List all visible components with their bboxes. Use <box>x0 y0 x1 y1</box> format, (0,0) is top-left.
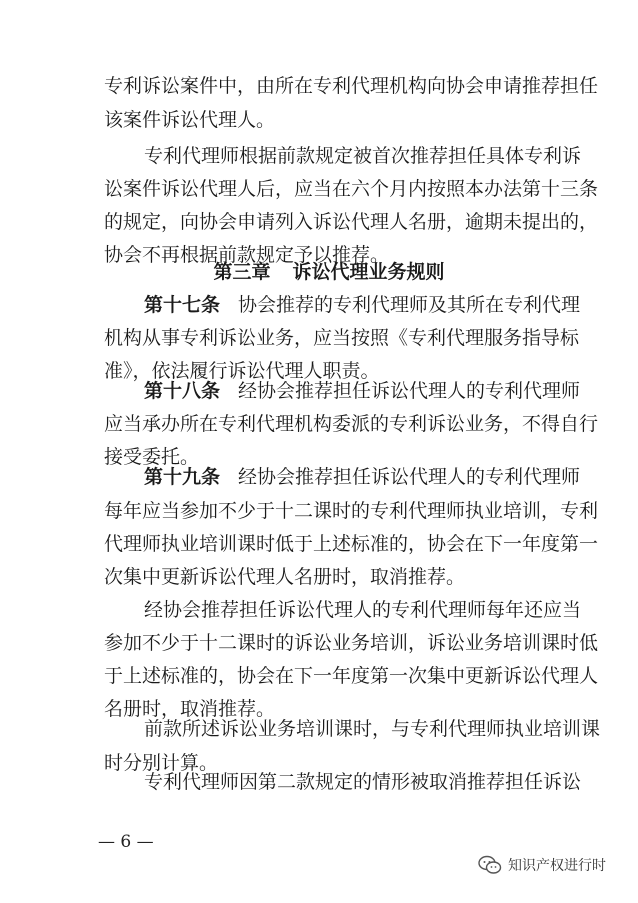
article-label: 第十八条 <box>144 380 221 402</box>
text-line: 讼案件诉讼代理人后，应当在六个月内按照本办法第十三条 <box>104 178 599 200</box>
text-line: 专利诉讼案件中，由所在专利代理机构向协会申请推荐担任 <box>104 75 599 97</box>
chapter-title: 诉讼代理业务规则 <box>292 261 445 283</box>
text-line: 每年应当参加不少于十二课时的专利代理师执业培训，专利 <box>104 500 599 522</box>
article-label: 第十七条 <box>144 294 221 316</box>
text-line: 专利代理师因第二款规定的情形被取消推荐担任诉讼 <box>144 771 582 793</box>
page-number: — 6 — <box>98 832 154 852</box>
text-line: 参加不少于十二课时的诉讼业务培训，诉讼业务培训课时低 <box>104 632 599 654</box>
text-line: 前款所述诉讼业务培训课时，与专利代理师执业培训课 <box>144 718 601 740</box>
text-line: 专利代理师根据前款规定被首次推荐担任具体专利诉 <box>144 145 582 167</box>
text-line: 机构从事专利诉讼业务，应当按照《专利代理服务指导标 <box>104 327 580 349</box>
text-line: 经协会推荐担任诉讼代理人的专利代理师每年还应当 <box>144 599 582 621</box>
text-line: 次集中更新诉讼代理人名册时，取消推荐。 <box>104 566 466 588</box>
text-line: 协会不再根据前款规定予以推荐。 <box>104 244 390 266</box>
chapter-number: 第三章 <box>213 261 271 283</box>
text-line: 的规定，向协会申请列入诉讼代理人名册，逾期未提出的， <box>104 211 599 233</box>
text-line: 时分别计算。 <box>104 752 219 774</box>
text-segment: 经协会推荐担任诉讼代理人的专利代理师 <box>238 466 581 488</box>
article-19-first-line <box>144 464 581 490</box>
article-18-first-line <box>144 378 581 404</box>
text-line: 接受委托。 <box>104 446 200 468</box>
text-line: 代理师执业培训课时低于上述标准的，协会在下一年度第一 <box>104 533 599 555</box>
text-line: 于上述标准的，协会在下一年度第一次集中更新诉讼代理人 <box>104 665 599 687</box>
text-segment: 协会推荐的专利代理师及其所在专利代理 <box>238 294 581 316</box>
text-segment: 经协会推荐担任诉讼代理人的专利代理师 <box>238 380 581 402</box>
chapter-heading <box>104 259 554 285</box>
watermark <box>478 852 606 878</box>
text-line: 应当承办所在专利代理机构委派的专利诉讼业务，不得自行 <box>104 413 599 435</box>
text-line: 准》，依法履行诉讼代理人职责。 <box>104 360 380 382</box>
wechat-official-account-icon <box>478 855 502 875</box>
text-line: 名册时，取消推荐。 <box>104 698 276 720</box>
watermark-text: 知识产权进行时 <box>508 858 606 874</box>
article-label: 第十九条 <box>144 466 221 488</box>
text-line: 该案件诉讼代理人。 <box>104 109 276 131</box>
article-17-first-line <box>144 292 581 318</box>
